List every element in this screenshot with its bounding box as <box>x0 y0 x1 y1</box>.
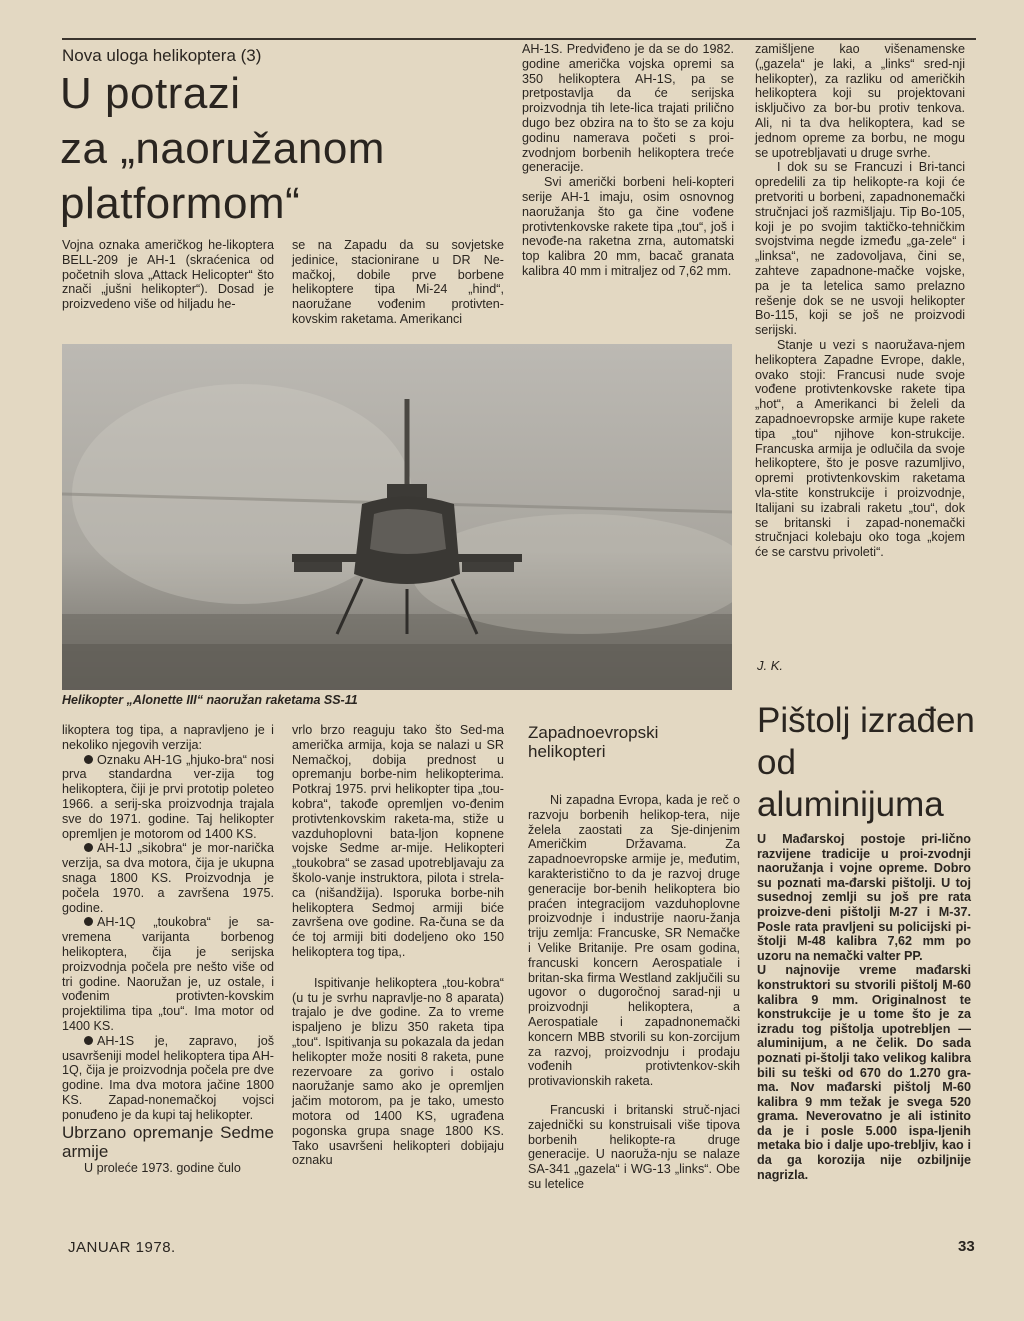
pistolj-body: U najnovije vreme mađarski konstruktori su stvorili pištolj M-60 kalibra 9 mm. Originalnost te konstrukcije je u tome što je za izradu tog pištolja upotrebljen — aluminijum, a ne čelik. Do sada poznati pi-štolji tako velikog kalibra bili su teški od 670 do 1.270 gra-ma. Nov mađarski pištolj M-60 kalibra 9 mm težak je svega 520 grama. Neverovatno je ali istinito da je i posle 5.000 ispa-ljenih metaka bio i dalje upo-trebljiv, kao i da ga korozija nije ozbiljnije nagrizla. <box>757 963 971 1182</box>
photo-caption: Helikopter „Alonette III“ naoružan raketama SS-11 <box>62 693 358 707</box>
col1-intro-paragraph: likoptera tog tipa, a napravljeno je i nekoliko njegovih verzija: <box>62 723 274 752</box>
column-3-top <box>522 42 734 279</box>
headline-line-3: platformom“ <box>60 179 301 228</box>
col1-closing-paragraph: U proleće 1973. godine čulo <box>84 1160 241 1175</box>
variant-ah1q <box>62 915 274 1033</box>
pistolj-lead: U Mađarskoj postoje pri-lično razvijene tradicije u proi-zvodnji naoružanja i vojne opreme. Dobro su poznati ma-đarski pištolji. U toj susednoj zemlji su još pre rata proizve-deni pištolji M-27 i M-37. Posle rata pravljeni su policijski pi-štolji M-48 kalibra 7,62 mm po uzoru na nemački valter PP. <box>757 832 971 963</box>
subhead-zapadnoevropski: Zapadnoevropski helikopteri <box>528 723 659 761</box>
headline-line-1: U potrazi <box>60 69 241 118</box>
top-rule <box>62 38 976 40</box>
issue-date: JANUAR 1978. <box>68 1239 176 1256</box>
bullet-icon <box>84 755 93 764</box>
column-1-bottom <box>62 723 274 1175</box>
col3-bottom-paragraph-2: Francuski i britanski struč-njaci zajednički su konstruisali više tipova borbenih helikopte-ra druge generacije. U naoruža-nju se nalaze SA-341 „gazela“ i WG-13 „links“. Obe su letelice <box>528 1102 740 1191</box>
helicopter-photo <box>62 344 732 690</box>
intro-column-1 <box>62 238 274 312</box>
col3-paragraph-1: AH-1S. Predviđeno je da se do 1982. godine američka vojska opremi sa 350 helikoptera AH-1S, pa se pretpostavlja da će serijska proizvodnja tih lete-lica trajati prilično dugo bez obzira na to što se za koju godinu namerava početi s proi-zvodnjom borbenih helikoptera treće generacije. <box>522 42 734 175</box>
intro-column-2 <box>292 238 504 327</box>
headline <box>60 66 400 231</box>
variant-ah1g <box>62 753 274 842</box>
variant-ah1j-text: AH-1J „sikobra“ je mor-narička verzija, sa dva motora, čija je ukupna snaga 1800 KS. Proizvodnja je počela 1970. a završena 1975. godine. <box>62 841 274 915</box>
subhead-sedme-armije: Ubrzano opremanje Sedme armije <box>62 1122 274 1161</box>
col4-paragraph-3: Stanje u vezi s naoružava-njem helikoptera Zapadne Evrope, dakle, ovako stoji: Francusi nude svoje vođene protivtenkovske rakete tipa „hot“, a Amerikanci bi želeli da zapadnoevropske armije kupe rakete tipa „tou“ njihove kon-strukcije. Francuska armija je odlučila da svoje helikoptere, što je posve razumljivo, opremi protivtenkovskim raketama vla-stite konstrukcije i proizvodnje, Italijani su izabrali raketu „tou“, dok se britanski i zapad-nonemački stručnjaci kolebaju oko toga „kojem će se carstvu privoleti“. <box>755 337 965 560</box>
variant-ah1s-text: AH-1S je, zapravo, još usavršeniji model helikoptera tipa AH-1Q, čija je proizvodnja počela pre dve godine. Ima dva motora jačine 1800 KS. Zapad-nonemačkoj vojsci ponuđeno je da kupi taj helikopter. <box>62 1033 274 1122</box>
col3-bottom-paragraph-1: Ni zapadna Evropa, kada je reč o razvoju borbenih helikop-tera, nije želela zaostati za Sje-dinjenim Američkim Državama. Za zapadnoevropske armije je, međutim, karakteristično to da je razvoj druge generacije bor-benih helikoptera bio praćen integracijom vazduhoplovne proizvodnje i industrije naoru-žanja triju zemlja: Francuske, SR Nemačke i Velike Britanije. Pre osam godina, francuski koncern Aerospatiale i britan-ska firma Westland zaključili su ugovor o dugoročnoj sarad-nji u proizvodnji helikoptera, a Aerospatiale i zapadnonemački koncern MBB stvorili su kon-zorcijum za razvoj, proizvodnju i prodaju vođenih protivtenkov-skih protivavionskih raketa. <box>528 793 740 1089</box>
variant-ah1q-text: AH-1Q „toukobra“ je sa-vremena varijanta borbenog helikoptera, čija je serijska proizvodnja počela pre nešto više od tri godine. Naoružan je, uz ostale, i vođenim protivten-kovskim projektilima tipa „tou“. Ima motor od 1400 KS. <box>62 915 274 1033</box>
variant-ah1s <box>62 1034 274 1123</box>
bullet-icon <box>84 843 93 852</box>
bullet-icon <box>84 917 93 926</box>
intro-paragraph-2: se na Zapadu da su sovjetske jedinice, stacionirane u DR Ne-mačkoj, dobile prve borbene helikoptere tipa Mi-24 „hind“, naoružane vođenim protivten-kovskim raketama. Amerikanci <box>292 238 504 326</box>
headline-line-2: za „naoružanom <box>60 124 385 173</box>
series-label: Nova uloga helikoptera (3) <box>62 46 262 65</box>
column-3-bottom <box>528 723 740 1192</box>
pistolj-article <box>757 832 971 1182</box>
author-signature: J. K. <box>757 658 784 673</box>
col2-paragraph-2: Ispitivanje helikoptera „tou-kobra“ (u tu je svrhu napravlje-no 8 aparata) trajalo je dve godine. Za to vreme ispaljeno je blizu 350 raketa tipa „tou“. Ispitivanja su pokazala da jedan helikopter može nositi 8 raketa, pune rezervoare za gorivo i ostalo naoružanje samo ako je opremljen jačim motorom, pa je tako, umesto motora od 1400 KS, ugrađena pogonska grupa snage 1800 KS. Tako usavršeni helikopteri dobijaju oznaku <box>292 975 504 1168</box>
page-number: 33 <box>958 1238 975 1255</box>
bullet-icon <box>84 1036 93 1045</box>
variant-ah1g-text: Oznaku AH-1G „hjuko-bra“ nosi prva standardna ver-zija tog helikoptera, čiji je prvi prototip poleteo 1966. a serij-ska proizvodnja trajala sve do 1971. godine. Taj helikopter opremljen je motorom od 1400 KS. <box>62 752 274 841</box>
pistolj-headline: Pištolj izrađen od aluminijuma <box>757 701 975 824</box>
col2-paragraph-1: vrlo brzo reaguju tako što Sed-ma američka armija, koja se nalazi u SR Nemačkoj, dobija prednost u opremanju borbe-nim helikopterima. Potkraj 1975. prvi helikopter tipa „tou-kobra“, takođe opremljen vo-đenim protivtenkovskim raketa-ma, stiže u vazduhoplovni bata-ljon kopnene vojske Sedme ar-mije. Helikopteri „toukobra“ se zasad upotrebljavaju za školo-vanje instruktora, pilota i strela-ca (nišandžija). Isporuka borbe-nih helikoptera Sedmoj armiji biće završena ove godine. Ra-čuna se da će toj armiji biti dodeljeno oko 150 helikoptera tog tipa,. <box>292 723 504 959</box>
col4-paragraph-2: I dok su se Francuzi i Bri-tanci opredelili za tip helikopte-ra koji će pretvoriti u borbeni, zapadnonemački stručnjaci još razmišljaju. Tip Bo-105, koji je po svojim taktičko-tehničkim svojstvima negde između „ga-zele“ i „linksa“, ne zadovoljava, čini se, zahteve zapadnone-mačke vojske, pa je ta letelica samo prelazno rešenje dok se ne usvoji helikopter Bo-115, koji se još ne proizvodi serijski. <box>755 160 965 338</box>
helicopter-image <box>62 344 732 690</box>
intro-paragraph-1: Vojna oznaka američkog he-likoptera BELL-209 je AH-1 (skraćenica od početnih slova „Attack Helicopter“ što znači „jušni helikopter“). Dosad je proizvedeno više od hiljadu he- <box>62 238 274 312</box>
column-4-top <box>755 42 965 560</box>
col3-paragraph-2: Svi američki borbeni heli-kopteri serije AH-1 imaju, osim osnovnog naoružanja što ga čine vođene protivtenkovske rakete tipa „tou“, još i nevođe-na raketna zrna, automatski top kalibra 20 mm, bacač granata kalibra 40 mm i mitraljez od 7,62 mm. <box>522 175 734 278</box>
column-2-bottom <box>292 723 504 1168</box>
col4-paragraph-1: zamišljene kao višenamenske („gazela“ je laki, a „links“ sred-nji helikopter), za razliku od američkih helikoptera koji su projektovani isključivo za bor-bu protiv tenkova. Ali, ni ta dva helikoptera, kad se jednom opreme za borbu, ne mogu se upotrebljavati u druge svrhe. <box>755 42 965 160</box>
variant-ah1j <box>62 841 274 915</box>
